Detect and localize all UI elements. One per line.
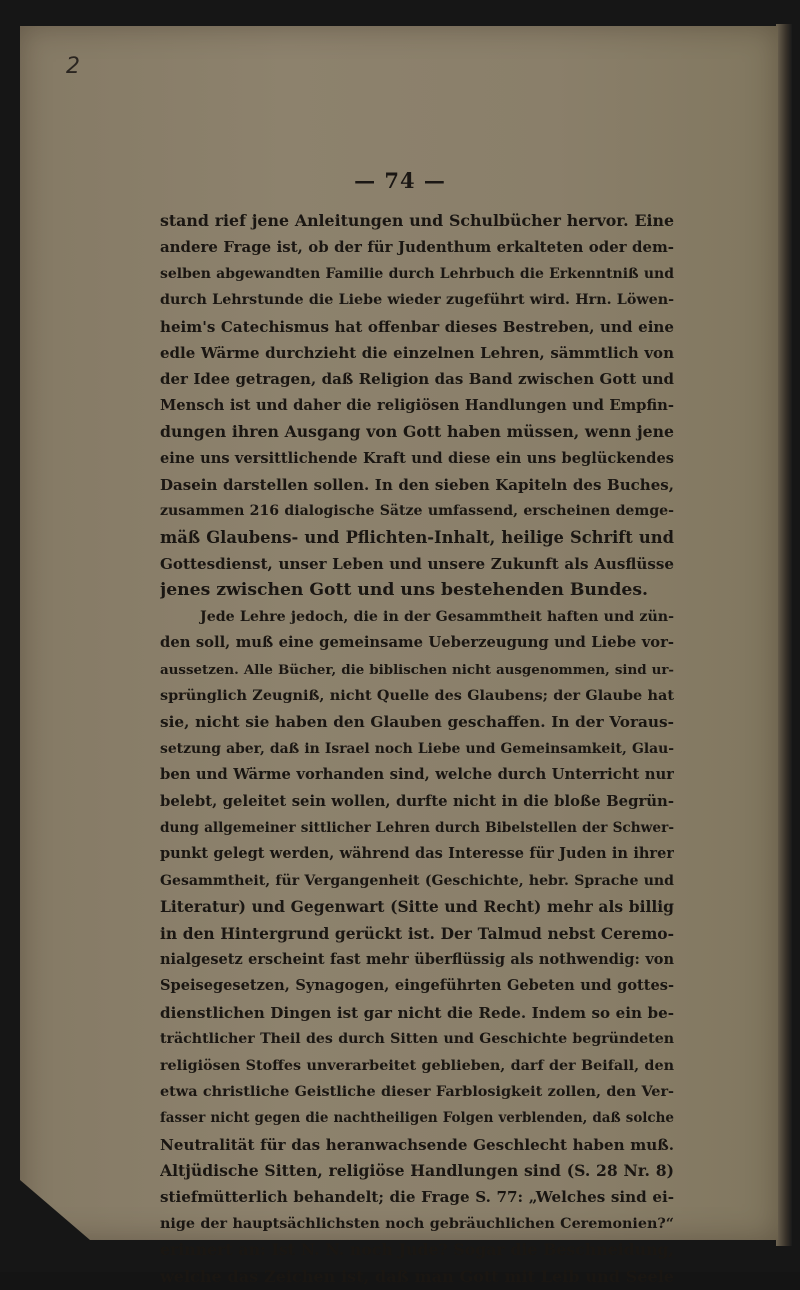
text-line: Mensch ist und daher die religiösen Handlungen und Empfin- (160, 396, 674, 414)
text-line: belebt, geleitet sein wollen, durfte nicht in die bloße Begrün- (160, 792, 674, 810)
text-line: heim's Catechismus hat offenbar dieses Bestreben, und eine (160, 317, 674, 336)
text-line: Altjüdische Sitten, religiöse Handlungen sind (S. 28 Nr. 8) (160, 1161, 674, 1181)
text-line: in den Hintergrund gerückt ist. Der Talmud nebst Ceremo- (160, 923, 674, 943)
text-line: ben und Wärme vorhanden sind, welche durch Unterricht nur (160, 766, 674, 784)
text-line: Speisegesetzen, Synagogen, eingeführten Gebeten und gottes- (160, 977, 674, 995)
text-line: der Idee getragen, daß Religion das Band zwischen Gott und (160, 370, 674, 389)
text-line: fasser nicht gegen die nachtheiligen Folgen verblenden, daß solche (160, 1110, 674, 1127)
text-line: mäß Glaubens- und Pflichten-Inhalt, heilige Schrift und (160, 527, 674, 547)
text-line: aussetzen. Alle Bücher, die biblischen nicht ausgenommen, sind ur- (160, 661, 674, 678)
pencil-corner-mark: 2 (66, 54, 80, 79)
page-edge-shadow (776, 24, 792, 1246)
text-line: welche das Zeichen ist, daß man Gott mit Leib und Seele (160, 1266, 674, 1286)
paragraph-start-line: Jede Lehre jedoch, die in der Gesammtheit haften und zün- (200, 608, 674, 625)
text-line: Neutralität für das heranwachsende Geschlecht haben muß. (160, 1135, 674, 1154)
text-line: stand rief jene Anleitungen und Schulbücher hervor. Eine (160, 211, 674, 230)
text-line: setzung aber, daß in Israel noch Liebe und Gemeinsamkeit, Glau- (160, 740, 674, 757)
text-line: Gottesdienst, unser Leben und unsere Zukunft als Ausflüsse (160, 555, 674, 574)
text-line: punkt gelegt werden, während das Interesse für Juden in ihrer (160, 845, 674, 863)
text-line: durch Lehrstunde die Liebe wieder zugeführt wird. Hrn. Löwen- (160, 292, 674, 309)
text-line: etwa christliche Geistliche dieser Farblosigkeit zollen, den Ver- (160, 1082, 674, 1100)
text-line: Dasein darstellen sollen. In den sieben Kapiteln des Buches, (160, 475, 674, 494)
text-line: sprünglich Zeugniß, nicht Quelle des Glaubens; der Glaube hat (160, 687, 674, 705)
text-line: stiefmütterlich behandelt; die Frage S. 77: „Welches sind ei- (160, 1188, 674, 1207)
text-line: selben abgewandten Familie durch Lehrbuch die Erkenntniß und (160, 265, 674, 282)
page-corner-fold (20, 1180, 90, 1240)
text-line: sie, nicht sie haben den Glauben geschaffen. In der Voraus- (160, 713, 674, 732)
text-line: eine uns versittlichende Kraft und diese ein uns beglückendes (160, 449, 674, 467)
text-line: religiösen Stoffes unverarbeitet geblieben, darf der Beifall, den (160, 1057, 674, 1074)
text-line: nialgesetz erscheint fast mehr überflüssig als nothwendig: von (160, 950, 674, 968)
text-line: nige der hauptsächlichsten noch gebräuchlichen Ceremonien?“ (160, 1215, 674, 1232)
text-line: erinnert an: Ist N. N. noch Jude? Sogar die Beschneidung, (160, 1240, 674, 1260)
text-line: Literatur) und Gegenwart (Sitte und Recht) mehr als billig (160, 897, 674, 917)
text-line: andere Frage ist, ob der für Judenthum erkalteten oder dem- (160, 238, 674, 257)
text-line: den soll, muß eine gemeinsame Ueberzeugung und Liebe vor- (160, 634, 674, 652)
text-line: trächtlicher Theil des durch Sitten und Geschichte begründeten (160, 1031, 674, 1048)
text-line: dungen ihren Ausgang von Gott haben müssen, wenn jene (160, 422, 674, 442)
text-line: Gesammtheit, für Vergangenheit (Geschichte, hebr. Sprache und (160, 872, 674, 889)
page-number: — 74 — (354, 168, 446, 193)
text-line: dienstlichen Dingen ist gar nicht die Rede. Indem so ein be- (160, 1003, 674, 1022)
body-text (160, 208, 674, 1290)
text-line: edle Wärme durchzieht die einzelnen Lehren, sämmtlich von (160, 343, 674, 362)
paragraph-end-line: jenes zwischen Gott und uns bestehenden Bundes. (160, 580, 649, 601)
text-line: dung allgemeiner sittlicher Lehren durch Bibelstellen der Schwer- (160, 819, 674, 836)
text-line: zusammen 216 dialogische Sätze umfassend, erscheinen demge- (160, 503, 674, 520)
